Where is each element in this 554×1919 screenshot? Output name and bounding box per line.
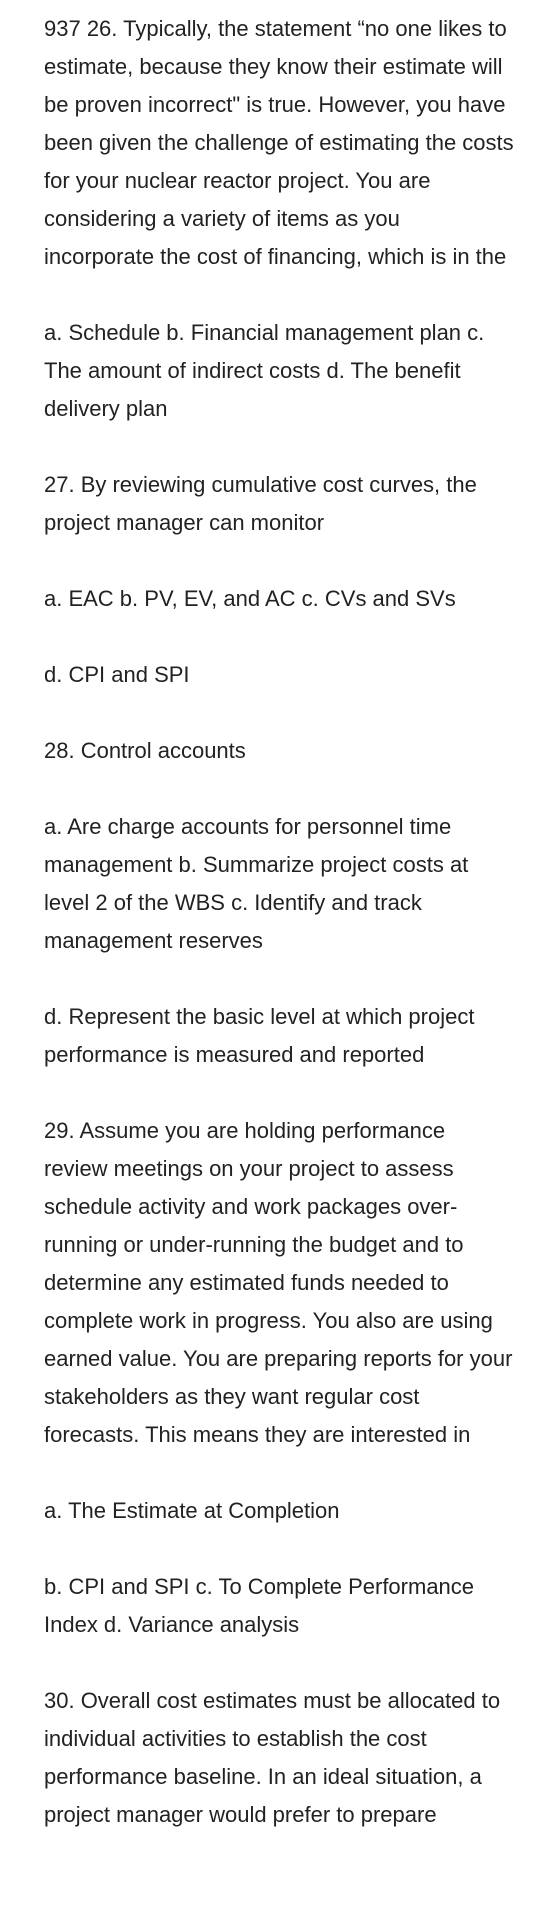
question-26-options: a. Schedule b. Financial management plan c. The amount of indirect costs d. The benefit delivery plan xyxy=(44,320,485,421)
question-26-text: 937 26. Typically, the statement “no one likes to estimate, because they know their estimate will be proven incorrect" is true. However, you have been given the challenge of estimating the costs for your nuclear reactor project. You are considering a variety of items as you incorporate the cost of financing, which is in the xyxy=(44,16,514,269)
question-29-options-bcd: b. CPI and SPI c. To Complete Performance Index d. Variance analysis xyxy=(44,1574,475,1637)
question-28-text: 28. Control accounts xyxy=(44,738,246,763)
question-28-options-abc: a. Are charge accounts for personnel time management b. Summarize project costs at level 2 of the WBS c. Identify and track management reserves xyxy=(44,814,469,953)
question-27-option-d: d. CPI and SPI xyxy=(44,662,190,687)
question-27-text: 27. By reviewing cumulative cost curves, the project manager can monitor xyxy=(44,472,477,535)
question-27-options-abc: a. EAC b. PV, EV, and AC c. CVs and SVs xyxy=(44,586,456,611)
question-28-option-d: d. Represent the basic level at which project performance is measured and reported xyxy=(44,1004,475,1067)
question-29-option-a: a. The Estimate at Completion xyxy=(44,1498,340,1523)
question-29-text: 29. Assume you are holding performance review meetings on your project to assess schedule activity and work packages over-running or under-running the budget and to determine any estimated funds needed to complete work in progress. You also are using earned value. You are preparing reports for your stakeholders as they want regular cost forecasts. This means they are interested in xyxy=(44,1118,513,1447)
question-30-text: 30. Overall cost estimates must be allocated to individual activities to establish the cost performance baseline. In an ideal situation, a project manager would prefer to prepare xyxy=(44,1688,501,1827)
